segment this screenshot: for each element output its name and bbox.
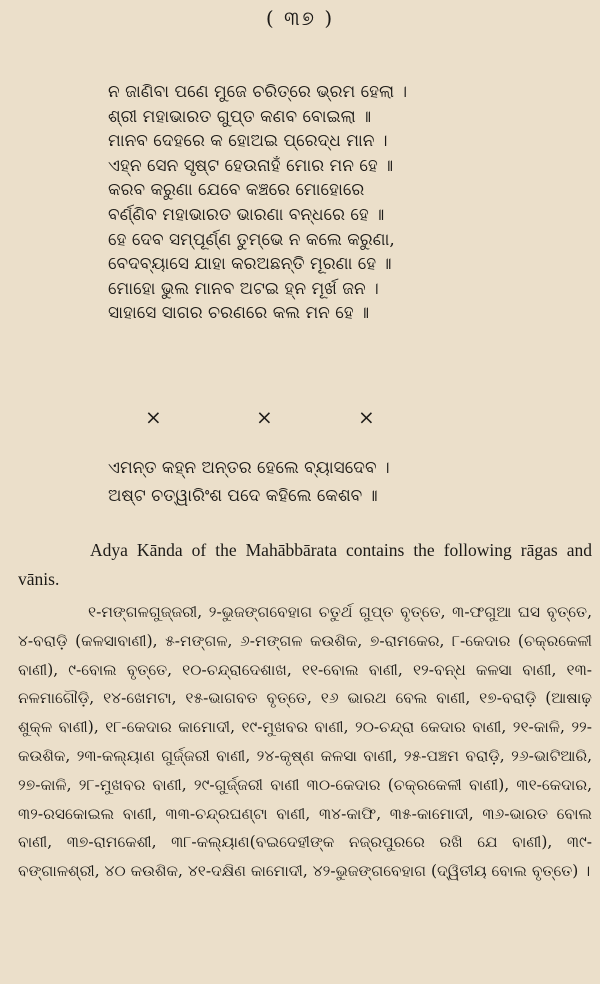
verse-line: ବେଦବ୍ୟାସେ ଯାହା କରଅଛନ୍ତି ମୂରଣା ହେ ॥ [108, 254, 392, 275]
verse-line: ଏହ୍ନ ସେନ ସୃଷ୍ଟ ହେଉନାହଁ ମୋର ମନ ହେ ॥ [108, 155, 394, 176]
verse-line: ଏମନ୍ତ କହ୍ନ ଅନ୍ତର ହେଲେ ବ୍ୟାସଦେବ । [108, 458, 390, 478]
verse-line: ମୋହୋ ଭୁଲ ମାନବ ଅଟଇ ହ୍ନ ମୂର୍ଖ ଜନ । [108, 278, 379, 299]
verse-line: ବର୍ଣ୍ଣିବ ମହାଭାରତ ଭାରଣା ବନ୍ଧରେ ହେ ॥ [108, 204, 385, 225]
separator-mark: × [358, 405, 375, 429]
page-number: ( ୩୭ ) [265, 6, 335, 30]
separator-mark: × [256, 405, 273, 429]
verse-line: ହେ ଦେବ ସମ୍ପୂର୍ଣ୍ଣ ତୁମ୍ଭେ ନ କଲେ କରୁଣା, [108, 229, 395, 250]
verse-line: ସାହାସେ ସାଗର ଚରଣରେ କଲ ମନ ହେ ॥ [108, 303, 370, 324]
separator-mark: × [145, 405, 162, 429]
verse-line: ଅଷ୍ଟ ଚତ୍ୱାରିଂଶ ପଦେ କହିଲେ କେଶବ ॥ [108, 486, 378, 506]
verse-line: ମାନବ ଦେହରେ କ ହୋଅଇ ପ୍ରେଦ୍ଧ ମାନ । [108, 131, 388, 152]
raga-list-text: ୧-ମଙ୍ଗଳଗୁଜ୍ଜରୀ, ୨-ଭୁଜଙ୍ଗବେହାଗ ଚତୁର୍ଥ ଗୁପ୍ତ ବୃତ୍ତେ, ୩-ଫଗୁଆ ଘସ ବୃତ୍ତେ, ୪-ବରାଡ଼ି (କଳସାବାଣୀ), ୫-ମଙ୍ଗଳ, ୬-ମଙ୍ଗଳ କଉଶିକ, ୭-ରାମକେର, ୮-କେଦାର (ଚକ୍ରକେଳୀ ବାଣୀ), ୯-ବୋଲ ବୃତ୍ତେ, ୧୦-ଚନ୍ଦ୍ରାଦେଶାଖ, ୧୧-ବୋଲ ବାଣୀ, ୧୨-ବନ୍ଧ କଳସା ବାଣୀ, ୧୩-ନଳମାଗୌଡ଼ି, ୧୪-ଖେମଟା, ୧୫-ଭାଗବତ ବୃତ୍ତେ, ୧୬ ଭାରଥ ବେଲ ବାଣୀ, ୧୭-ବରାଡ଼ି (ଆଷାଢ଼ ଶୁକ୍ଳ ବାଣୀ), ୧୮-କେଦାର କାମୋଦୀ, ୧୯-ମୁଖବର ବାଣୀ, ୨୦-ଚନ୍ଦ୍ରା କେଦାର ବାଣୀ, ୨୧-କାଳି, ୨୨-କଉଶିକ, ୨୩-କଲ୍ୟାଣ ଗୁର୍ଜ୍ଜରୀ ବାଣୀ, ୨୪-କୃଷ୍ଣ କଳସା ବାଣୀ, ୨୫-ପଞ୍ଚମ ବରାଡ଼ି, ୨୬-ଭାଟିଆରି, ୨୭-କାଳି, ୨୮-ମୁଖବର ବାଣୀ, ୨୯-ଗୁର୍ଜ୍ଜରୀ ବାଣୀ ୩୦-କେଦାର (ଚକ୍ରକେଳୀ ବାଣୀ), ୩୧-କେଦାର, ୩୨-ରସକୋଇଲ ବାଣୀ, ୩୩-ଚନ୍ଦ୍ରଘଣ୍ଟା ବାଣୀ, ୩୪-କାଫି, ୩୫-କାମୋଦୀ, ୩୬-ଭାରତ ବୋଲ ବାଣୀ, ୩୭-ରାମକେଶୀ, ୩୮-କଲ୍ୟାଣ(ବଇଦେହୀଙ୍କ ନଜ୍ରପୁରରେ ରଖି ଯେ ବାଣୀ), ୩୯-ବଙ୍ଗାଳଶ୍ରୀ, ୪୦ କଉଶିକ, ୪୧-ଦକ୍ଷିଣ କାମୋଦୀ, ୪୨-ଭୁଜଙ୍ଗବେହାଗ (ଦ୍ୱିତୀୟ ବୋଲ ବୃତ୍ତେ) । [18, 603, 592, 881]
raga-list-paragraph [18, 598, 592, 886]
verse-line: କରବ କରୁଣା ଯେବେ କଞ୍ଚରେ ମୋହୋରେ [108, 180, 365, 201]
section-separator [0, 405, 600, 431]
verse-block [108, 80, 578, 326]
verse-line: ନ ଜାଣିବା ପଣେ ମୁଜେ ଚରିତ୍ରେ ଭ୍ରମ ହେଲା । [108, 82, 408, 102]
closing-verse [108, 454, 578, 510]
verse-line: ଶ୍ରୀ ମହାଭାରତ ଗୁପ୍ତ କଣବ ବୋଇଲା ॥ [108, 106, 372, 127]
intro-text: Adya Kānda of the Mahābbārata contains the following rāgas and vānis. [18, 540, 592, 589]
intro-paragraph [18, 536, 592, 594]
